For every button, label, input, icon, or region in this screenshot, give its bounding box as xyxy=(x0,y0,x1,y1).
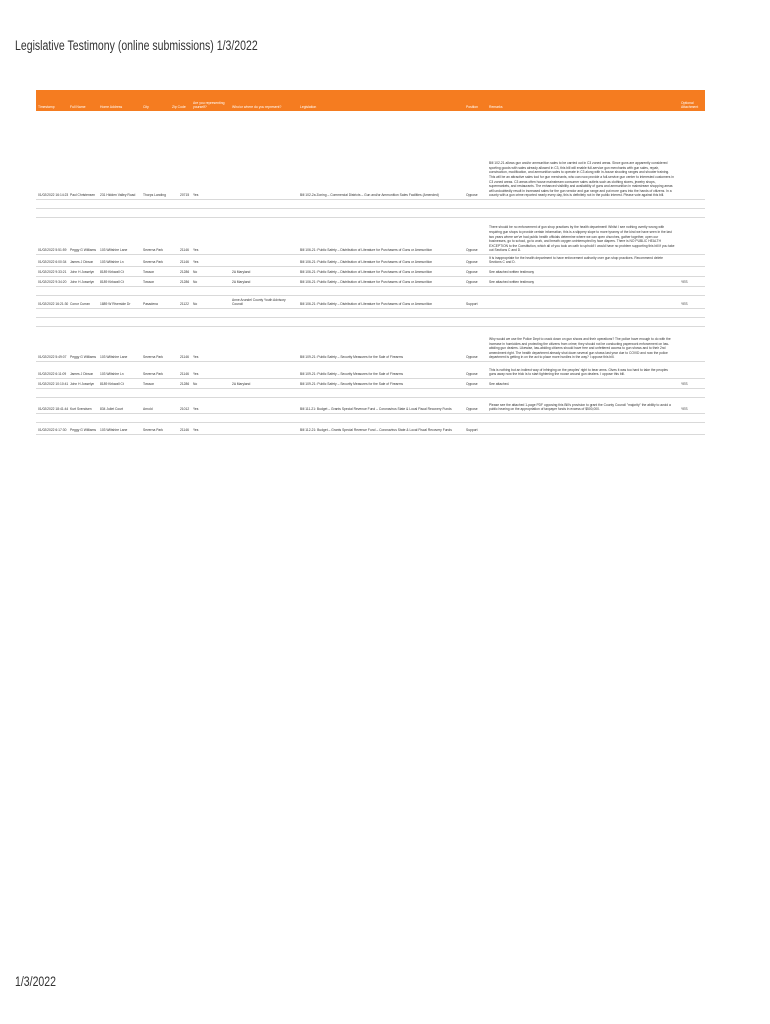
cell-self: No xyxy=(193,280,198,285)
table-row xyxy=(36,362,705,379)
header-self: Are you representing yourself? xyxy=(193,100,225,109)
cell-address: 103 Wiltshire Lane xyxy=(100,428,128,433)
document-title: Legislative Testimony (online submissions) 1/3/2022 xyxy=(15,38,258,53)
cell-attachment: YES xyxy=(681,302,688,307)
cell-name: Peggy G Williams xyxy=(70,248,97,253)
cell-self: No xyxy=(193,382,198,387)
cell-address: 103 Wiltshire Ln xyxy=(100,372,124,377)
testimony-table xyxy=(36,90,705,435)
cell-position: Oppose xyxy=(466,193,478,198)
cell-legislation: Bill 109-21: Public Safety – Security Measures for the Sale of Firearms xyxy=(300,382,403,387)
cell-zip: 21286 xyxy=(180,270,190,275)
cell-whom: 2A Maryland xyxy=(232,280,251,285)
cell-self: No xyxy=(193,270,198,275)
cell-position: Support xyxy=(466,428,478,433)
cell-city: Severna Park xyxy=(143,248,163,253)
cell-position: Oppose xyxy=(466,382,478,387)
cell-name: James J Dixson xyxy=(70,372,94,377)
cell-self: No xyxy=(193,302,198,307)
cell-whom: Anne Arundel County Youth Advisory Council xyxy=(232,297,286,307)
table-row xyxy=(36,111,705,200)
cell-remarks: Please see the attached 1-page PDF opposing this Bill's provision to grant the County Council "majority" the ability to avoid a public hearing on the appropriation of taxpayer funds in excess of $500,000. xyxy=(489,402,671,412)
cell-name: John H Josselyn xyxy=(70,270,95,275)
header-legislation: Legislation xyxy=(300,104,317,109)
cell-name: James J Dixson xyxy=(70,260,94,265)
cell-timestamp: 01/02/2022 16:21:30 xyxy=(38,302,69,307)
cell-remarks: Why would we use the Police Dept to crack down on gun shows and their operations? The police have enough to do with the increase in homicides and protecting the citizens from crime; they should not be conducting paperwork enforcement on law-abiding gun dealers. Likewise, law-abiding citizens should have free and unfettered access to gun shows and to their 2nd amendment right. The health department already shut down several gun shows last year due to COVID and now the police department is getting in on the act to place more hurdles in the way? I oppose this bill. xyxy=(489,337,671,360)
spacer-row xyxy=(36,389,705,398)
cell-zip: 21286 xyxy=(180,382,190,387)
cell-zip: 21146 xyxy=(180,355,189,360)
table-row xyxy=(36,267,705,277)
cell-address: 8189 Kirkwall Ct xyxy=(100,280,124,285)
table-row xyxy=(36,398,705,414)
cell-city: Severna Park xyxy=(143,260,163,265)
cell-city: Thorps Landing xyxy=(143,193,166,198)
spacer-row xyxy=(36,200,705,209)
cell-timestamp: 01/02/2022 9:34:20 xyxy=(38,280,67,285)
cell-legislation: Bill 106-21: Public Safety – Distribution of Literature for Purchasers of Guns or Ammunition xyxy=(300,248,433,253)
cell-self: Yes xyxy=(193,193,199,198)
cell-timestamp: 01/02/2022 18:41:44 xyxy=(38,407,69,412)
cell-self: Yes xyxy=(193,260,199,265)
cell-remarks: See attached written testimony xyxy=(489,280,535,285)
table-row xyxy=(36,255,705,267)
table-row xyxy=(36,379,705,389)
header-zip-code: Zip Code xyxy=(172,104,186,109)
header-remarks: Remarks xyxy=(489,104,503,109)
cell-timestamp: 01/02/2022 5:51:59 xyxy=(38,248,67,253)
cell-remarks: See attached. xyxy=(489,382,510,387)
cell-remarks: See attached written testimony xyxy=(489,270,535,275)
cell-legislation: Bill 106-21: Public Safety – Distribution of Literature for Purchasers of Guns or Ammunition xyxy=(300,260,433,265)
table-row xyxy=(36,296,705,309)
cell-name: John H Josselyn xyxy=(70,382,95,387)
cell-timestamp: 01/02/2022 6:00:34 xyxy=(38,260,67,265)
cell-zip: 21146 xyxy=(180,372,189,377)
cell-zip: 20715 xyxy=(180,193,190,198)
cell-address: 103 Wiltshire Ln xyxy=(100,260,124,265)
cell-address: 834 Juliet Court xyxy=(100,407,124,412)
cell-city: Severna Park xyxy=(143,355,163,360)
cell-legislation: Bill 109-21: Public Safety – Security Measures for the Sale of Firearms xyxy=(300,372,403,377)
cell-legislation: Bill 102-2a Zoning – Commercial Districts – Gun and/or Ammunition Sales Facilities (Amended) xyxy=(300,193,439,198)
spacer-row xyxy=(36,209,705,218)
cell-position: Oppose xyxy=(466,372,478,377)
cell-city: Pasadena xyxy=(143,302,158,307)
cell-legislation: Bill 111-21: Budget – Grants Special Revenue Fund – Coronavirus State & Local Fiscal Recovery Funds xyxy=(300,407,452,412)
cell-address: 103 Wiltshire Lane xyxy=(100,248,128,253)
table-header xyxy=(36,90,705,111)
cell-position: Oppose xyxy=(466,407,478,412)
cell-zip: 21146 xyxy=(180,248,189,253)
cell-city: Towson xyxy=(143,382,155,387)
cell-name: Conor Curran xyxy=(70,302,90,307)
cell-attachment: YES xyxy=(681,407,688,412)
cell-timestamp: 01/02/2022 6:17:30 xyxy=(38,428,67,433)
cell-whom: 2A Maryland xyxy=(232,270,251,275)
spacer-row xyxy=(36,309,705,318)
cell-self: Yes xyxy=(193,428,199,433)
header-city: City xyxy=(143,104,149,109)
cell-address: 103 Wiltshire Lane xyxy=(100,355,128,360)
cell-attachment: YES xyxy=(681,280,688,285)
cell-self: Yes xyxy=(193,248,199,253)
header-whom: Who/or where do you represent? xyxy=(232,104,282,109)
spacer-row xyxy=(36,287,705,296)
cell-self: Yes xyxy=(193,355,199,360)
cell-zip: 21122 xyxy=(180,302,189,307)
cell-city: Towson xyxy=(143,270,155,275)
cell-position: Oppose xyxy=(466,260,478,265)
header-position: Position xyxy=(466,104,479,109)
cell-position: Oppose xyxy=(466,248,478,253)
cell-city: Arnold xyxy=(143,407,153,412)
cell-position: Oppose xyxy=(466,270,478,275)
cell-legislation: Bill 109-21: Public Safety – Security Measures for the Sale of Firearms xyxy=(300,355,403,360)
cell-position: Oppose xyxy=(466,355,478,360)
cell-zip: 21286 xyxy=(180,280,190,285)
cell-remarks: This is nothing but an indirect way of infringing on the peoples' right to bear arms. Gives it was too hard to take the peoples guns away now the trick is to start tightening the noose around gun dealers. I oppose this bill. xyxy=(489,367,668,377)
cell-legislation: Bill 106-21: Public Safety – Distribution of Literature for Purchasers of Guns or Ammunition xyxy=(300,302,433,307)
cell-city: Towson xyxy=(143,280,155,285)
cell-timestamp: 01/02/2022 10:10:41 xyxy=(38,382,69,387)
cell-remarks: It is inappropriate for the health department to have enforcement authority over gun shop practices. Recommend delete Sections C and D. xyxy=(489,255,663,265)
header-home-address: Home Address xyxy=(100,104,123,109)
cell-name: Paul Christensen xyxy=(70,193,96,198)
cell-remarks: Bill 102-21 allows gun and/or ammunition sales to be carried out in C3 zoned areas. Since guns are apparently considered sporting goods with sales already allowed in C3, this bill will enable full-service gun merchants with gun sales, repair, construction, modification, and ammunition sales to operate in C3 along with in-house shooting ranges and shooter training. This will be an attractive sales tool for gun merchants, who can now provide a full-service gun center to interested customers in C3 zoned areas. C3 areas often house mainstream consumer sales outlets such as clothing stores, jewelry shops, supermarkets, and restaurants. The enhanced visibility and availability of guns and ammunition in mainstream shopping areas will undoubtedly result in increased sales for the gun vendor and gun range and put more guns into the hands of citizens. In a county with a gun crime reported nearly every day, this is definitely not in the public interest. Please vote against this bill. xyxy=(489,161,674,198)
page-footer-date: 1/3/2022 xyxy=(15,974,56,989)
cell-timestamp: 01/02/2022 9:33:21 xyxy=(38,270,67,275)
spacer-row xyxy=(36,414,705,423)
cell-attachment: YES xyxy=(681,382,688,387)
cell-city: Severna Park xyxy=(143,372,163,377)
cell-remarks: There should be no enforcement of gun shop practices by the health department! Whilst I see nothing overtly wrong with requiring gun shops to provide certain information, this is a slippery slope to more tyranny of the kind we have seen in the last two years where we've had public health officials determine where we can open churches, gather together, open our businesses, go to school, go to work, and breath oxygen uninterrupted by face diapers. There is NO PUBLIC HEALTH EXCEPTION to the Constitution, which all of you took an oath to uphold! I would have no problem supporting this bill if you take out Sections C and D. xyxy=(489,225,675,253)
spacer-row xyxy=(36,318,705,327)
cell-timestamp: 01/02/2022 5:49:07 xyxy=(38,355,67,360)
cell-zip: 21012 xyxy=(180,407,190,412)
cell-name: Kurt Svendsen xyxy=(70,407,92,412)
cell-timestamp: 01/02/2022 6:11:09 xyxy=(38,372,67,377)
table-row xyxy=(36,327,705,362)
cell-address: 8189 Kirkwall Ct xyxy=(100,382,124,387)
cell-name: John H Josselyn xyxy=(70,280,95,285)
cell-city: Severna Park xyxy=(143,428,163,433)
cell-legislation: Bill 106-21: Public Safety – Distribution of Literature for Purchasers of Guns or Ammunition xyxy=(300,280,433,285)
cell-position: Oppose xyxy=(466,280,478,285)
cell-address: 8189 Kirkwall Ct xyxy=(100,270,124,275)
cell-timestamp: 01/02/2022 16:14:23 xyxy=(38,193,69,198)
cell-zip: 21146 xyxy=(180,428,189,433)
cell-address: 1889 W Riverside Dr xyxy=(100,302,131,307)
cell-address: 231 Hidden Valley Road xyxy=(100,193,136,198)
header-attachment: Optional Attachment xyxy=(681,100,699,109)
table-row xyxy=(36,218,705,255)
cell-name: Peggy G Williams xyxy=(70,355,97,360)
cell-self: Yes xyxy=(193,372,199,377)
cell-legislation: Bill 112-21: Budget – Grants Special Revenue Fund – Coronavirus State & Local Fiscal Recovery Funds xyxy=(300,428,452,433)
cell-position: Support xyxy=(466,302,478,307)
cell-zip: 21146 xyxy=(180,260,189,265)
header-full-name: Full Name xyxy=(70,104,86,109)
table-row xyxy=(36,277,705,287)
cell-whom: 2A Maryland xyxy=(232,382,251,387)
cell-legislation: Bill 106-21: Public Safety – Distribution of Literature for Purchasers of Guns or Ammunition xyxy=(300,270,433,275)
cell-self: Yes xyxy=(193,407,199,412)
header-timestamp: Timestamp xyxy=(38,104,55,109)
table-row xyxy=(36,423,705,435)
cell-name: Peggy G Williams xyxy=(70,428,97,433)
